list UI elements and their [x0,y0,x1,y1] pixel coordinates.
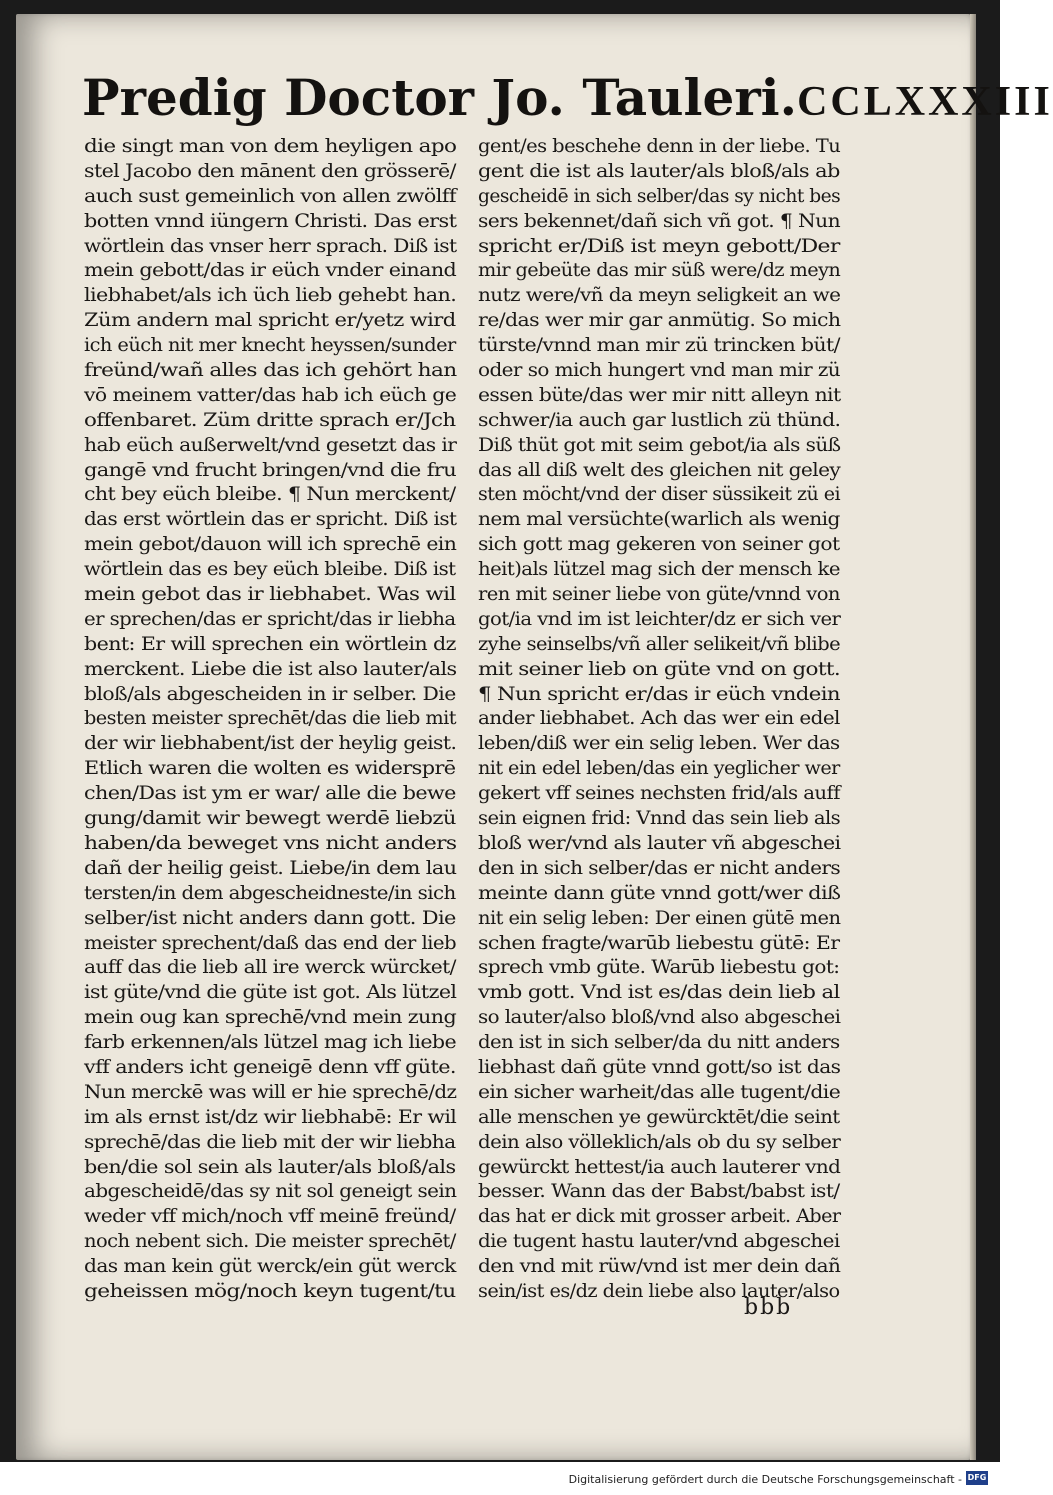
text-line: meinte dann güte vnnd gott/wer diß [478,881,841,904]
text-line: got/ia vnd im ist leichter/dz er sich ver [478,607,841,630]
right-text-column [478,134,840,1304]
text-line: nutz were/vñ da meyn seligkeit an we [478,284,841,307]
text-line: dein also völleklich/als ob du sy selber [478,1130,841,1153]
text-line: den in sich selber/das er nicht anders [478,856,841,879]
text-line: sein eignen frid: Vnnd das sein lieb als [478,807,841,830]
page-header [82,68,1053,134]
text-line: ren mit seiner liebe von güte/vnnd von [478,583,840,606]
text-line: schen fragte/warūb liebestu gütē: Er [478,931,840,954]
text-line: das man kein güt werck/ein güt werck [84,1255,456,1278]
text-line: gent/es beschehe denn in der liebe. Tu [478,135,841,157]
text-line: gekert vff seines nechsten frid/als auff [478,782,840,805]
text-line: freünd/wañ alles das ich gehört han [84,359,457,382]
text-line: mein gebot das ir liebhabet. Was wil [84,583,456,606]
text-line: re/das wer mir gar anmütig. So mich [478,309,841,332]
text-line: gent die ist als lauter/als bloß/als ab [478,159,840,182]
text-line: türste/vnnd man mir zü trincken büt/ [478,334,840,357]
text-line: bent: Er will sprechen ein wörtlein dz [84,632,456,655]
text-line: vō meinem vatter/das hab ich eüch ge [84,383,457,406]
text-line: er sprechen/das er spricht/das ir liebha [84,607,456,630]
text-line: ich eüch nit mer knecht heyssen/sunder [84,334,456,357]
text-line: auch sust gemeinlich von allen zwölff [84,184,456,207]
page-edge [970,14,976,1460]
text-line: bloß/als abgescheiden in ir selber. Die [84,682,456,705]
text-line: heit)als lützel mag sich der mensch ke [478,558,840,581]
text-line: wörtlein das vnser herr sprach. Diß ist [84,234,457,257]
text-line: stel Jacobo den mānent den grösserē/ [84,159,456,182]
left-text-column [84,134,456,1304]
text-line: das erst wörtlein das er spricht. Diß ist [84,508,457,531]
text-line: mein oug kan sprechē/vnd mein zung [84,1006,457,1029]
text-line: liebhast dañ güte vnnd gott/so ist das [478,1055,841,1078]
text-line: Züm andern mal spricht er/yetz wird [84,309,456,332]
text-line: dañ der heilig geist. Liebe/in dem lau [84,856,457,879]
text-line: mein gebott/das ir eüch vnder einand [84,259,457,282]
text-line: gung/damit wir bewegt werdē liebzü [84,807,456,830]
text-line: nit ein selig leben: Der einen gütē men [478,906,841,929]
dfg-logo: DFG [966,1471,988,1485]
text-line: sers bekennet/dañ sich vñ got. ¶ Nun [478,209,841,232]
text-line: mit seiner lieb on güte vnd on gott. [478,657,841,680]
text-line: vff anders icht geneigē denn vff güte. [84,1055,456,1078]
text-line: ist güte/vnd die güte ist got. Als lützel [84,981,457,1004]
text-line: ben/die sol sein als lauter/als bloß/als [84,1155,456,1178]
text-line: leben/diß wer ein selig leben. Wer das [478,732,840,755]
text-line: das all diß welt des gleichen nit geley [478,458,841,481]
text-line: spricht er/Diß ist meyn gebott/Der [478,234,840,257]
text-line: haben/da beweget vns nicht anders [84,831,457,854]
text-line: noch nebent sich. Die meister sprechēt/ [84,1230,456,1253]
text-line: vmb gott. Vnd ist es/das dein lieb al [478,981,840,1004]
digitization-footer [0,1462,1000,1495]
text-line: ¶ Nun spricht er/das ir eüch vndein [478,682,840,705]
text-line: mir gebeüte das mir süß were/dz meyn [478,259,841,282]
text-line: sprechē/das die lieb mit der wir liebha [84,1130,456,1153]
text-line: die singt man von dem heyligen apo [84,135,457,157]
text-line: der wir liebhabent/ist der heylig geist. [84,732,457,755]
text-line: offenbaret. Züm dritte sprach er/Jch [84,408,456,431]
text-line: Etlich waren die wolten es widersprē [84,757,456,780]
text-line: botten vnnd iüngern Christi. Das erst [84,209,457,232]
folio-number: CCLXXXIII [797,79,1053,125]
text-line: besten meister sprechēt/das die lieb mit [84,707,456,730]
text-line: schwer/ia auch gar lustlich zü thünd. [478,408,841,431]
text-line: gangē vnd frucht bringen/vnd die fru [84,458,457,481]
text-line: farb erkennen/als lützel mag ich liebe [84,1031,457,1054]
text-line: Nun merckē was will er hie sprechē/dz [84,1080,457,1103]
text-line: sein/ist es/dz dein liebe also lauter/also [478,1279,840,1302]
running-title: Predig Doctor Jo. Tauleri. [82,68,798,127]
text-line: meister sprechent/daß das end der lieb [84,931,457,954]
text-line: im als ernst ist/dz wir liebhabē: Er wil [84,1105,457,1128]
footer-credit: Digitalisierung gefördert durch die Deutsche Forschungsgemeinschaft - [568,1473,962,1486]
text-line: essen büte/das wer mir nitt alleyn nit [478,383,841,406]
text-line: selber/ist nicht anders dann gott. Die [84,906,456,929]
signature-mark: bbb [744,1295,793,1320]
text-line: mein gebot/dauon will ich sprechē ein [84,533,457,556]
text-line: zyhe seinselbs/vñ aller selikeit/vñ blibe [478,632,841,655]
text-line: chen/Das ist ym er war/ alle die bewe [84,782,456,805]
text-line: auff das die lieb all ire werck würcket/ [84,956,456,979]
text-line: geheissen mög/noch keyn tugent/tu [84,1279,456,1302]
text-line: alle menschen ye gewürcktēt/die seint [478,1105,840,1128]
text-line: ander liebhabet. Ach das wer ein edel [478,707,840,730]
text-line: gescheidē in sich selber/das sy nicht bes [478,184,841,207]
text-line: sich gott mag gekeren von seiner got [478,533,840,556]
text-line: tersten/in dem abgescheidneste/in sich [84,881,456,904]
text-line: merckent. Liebe die ist also lauter/als [84,657,457,680]
text-line: besser. Wann das der Babst/babst ist/ [478,1180,840,1203]
text-line: oder so mich hungert vnd man mir zü [478,359,841,382]
text-line: ein sicher warheit/das alle tugent/die [478,1080,841,1103]
text-line: wörtlein das es bey eüch bleibe. Diß ist [84,558,456,581]
text-line: den ist in sich selber/da du nitt anders [478,1031,840,1054]
text-line: sprech vmb güte. Warūb liebestu got: [478,956,840,979]
text-line: die tugent hastu lauter/vnd abgeschei [478,1230,840,1253]
text-line: so lauter/also bloß/vnd also abgeschei [478,1006,841,1029]
text-line: gewürckt hettest/ia auch lauterer vnd [478,1155,841,1178]
text-line: das hat er dick mit grosser arbeit. Aber [478,1205,841,1228]
text-line: nit ein edel leben/das ein yeglicher wer [478,757,840,780]
text-line: Diß thüt got mit seim gebot/ia als süß [478,433,841,456]
text-line: liebhabet/als ich üch lieb gehebt han. [84,284,457,307]
text-line: den vnd mit rüw/vnd ist mer dein dañ [478,1255,841,1278]
text-line: sten möcht/vnd der diser süssikeit zü ei [478,483,841,506]
text-line: hab eüch außerwelt/vnd gesetzt das ir [84,433,457,456]
text-line: nem mal versüchte(warlich als wenig [478,508,840,531]
text-line: bloß wer/vnd als lauter vñ abgeschei [478,831,841,854]
text-line: cht bey eüch bleibe. ¶ Nun merckent/ [84,483,456,506]
text-line: weder vff mich/noch vff meinē freünd/ [84,1205,456,1228]
text-line: abgescheidē/das sy nit sol geneigt sein [84,1180,457,1203]
